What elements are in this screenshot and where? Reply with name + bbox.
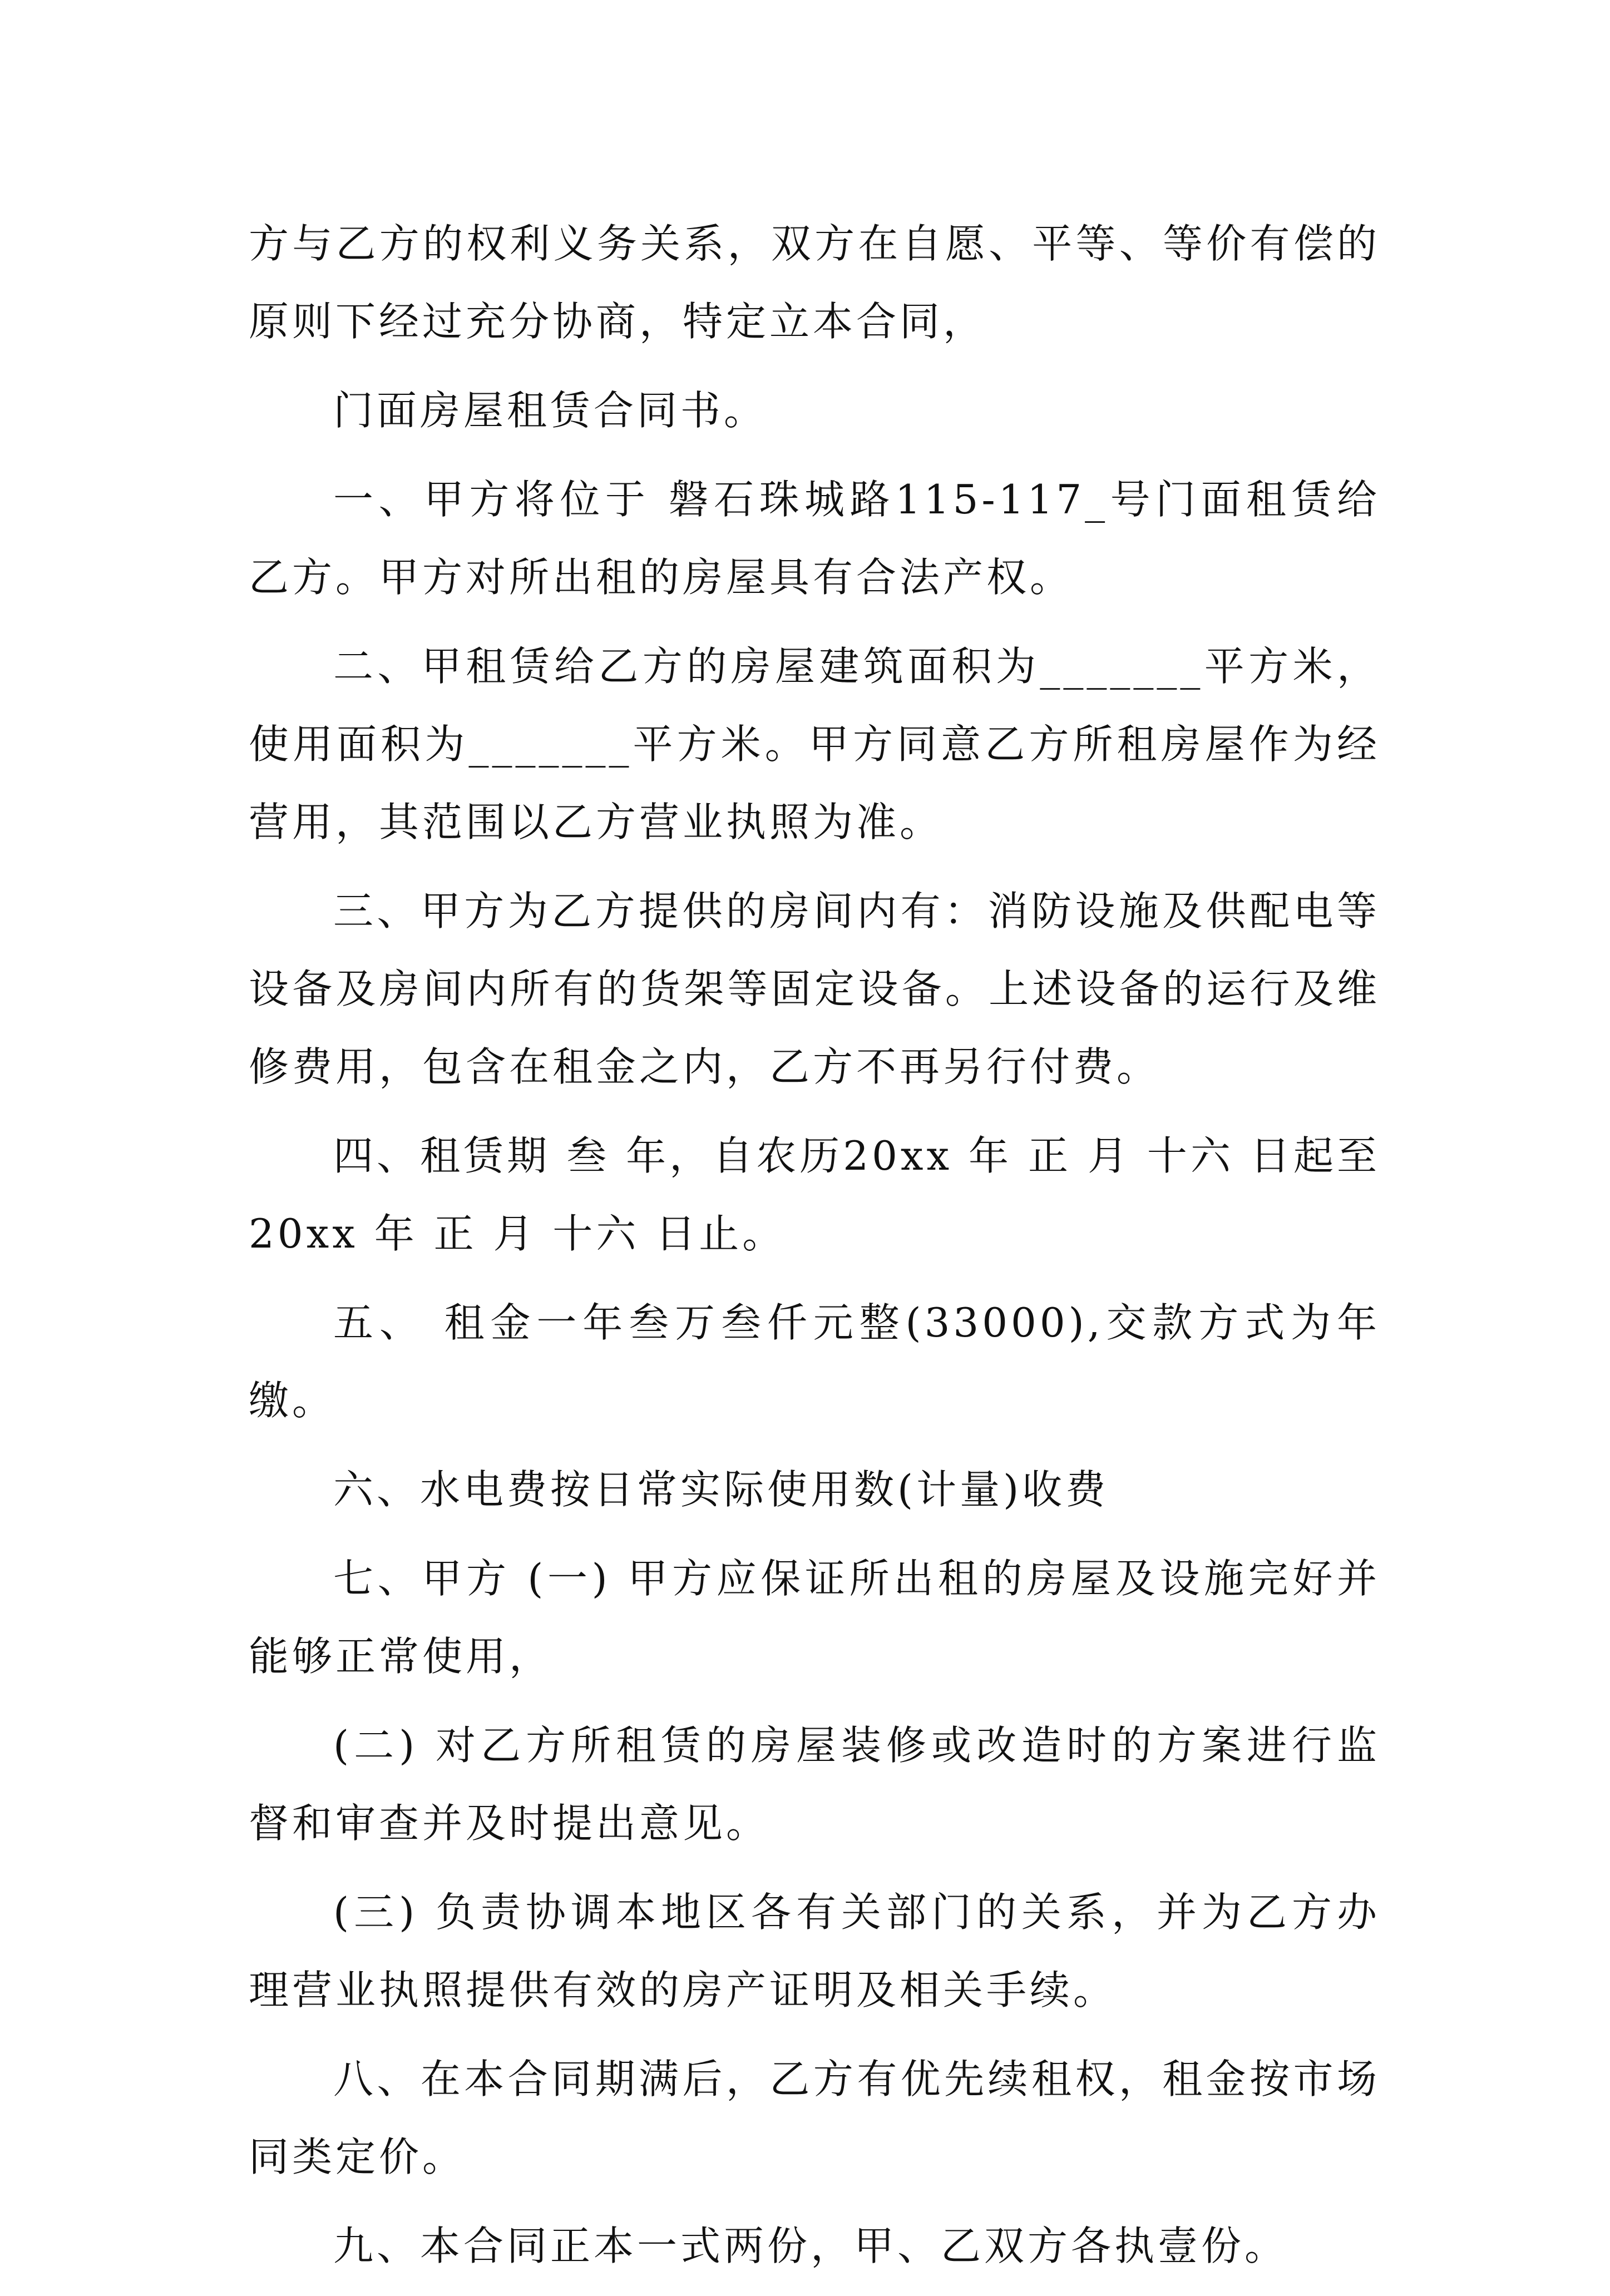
document-body xyxy=(249,205,1380,2296)
paragraph-clause-5: 五、 租金一年叁万叁仟元整(33000),交款方式为年缴。 xyxy=(249,1299,1380,1424)
paragraph-clause-2: 二、甲租赁给乙方的房屋建筑面积为_______平方米，使用面积为_______平方米。甲方同意乙方所租房屋作为经营用，其范围以乙方营业执照为准。 xyxy=(249,643,1380,845)
paragraph-clause-4: 四、租赁期 叁 年，自农历20xx 年 正 月 十六 日起至 20xx 年 正 月 十六 日止。 xyxy=(249,1132,1380,1257)
paragraph-clause-7-2: (二) 对乙方所租赁的房屋装修或改造时的方案进行监督和审查并及时提出意见。 xyxy=(249,1722,1380,1847)
paragraph-clause-8: 八、在本合同期满后，乙方有优先续租权，租金按市场同类定价。 xyxy=(249,2056,1380,2180)
paragraph-clause-1: 一、甲方将位于 磐石珠城路115-117_号门面租赁给乙方。甲方对所出租的房屋具有合法产权。 xyxy=(249,476,1380,601)
paragraph-intro-continuation: 方与乙方的权利义务关系，双方在自愿、平等、等价有偿的原则下经过充分协商，特定立本合同， xyxy=(249,220,1380,345)
paragraph-clause-7: 七、甲方 (一) 甲方应保证所出租的房屋及设施完好并能够正常使用， xyxy=(249,1555,1380,1680)
paragraph-title: 门面房屋租赁合同书。 xyxy=(333,387,768,434)
paragraph-clause-3: 三、甲方为乙方提供的房间内有：消防设施及供配电等设备及房间内所有的货架等固定设备。上述设备的运行及维修费用，包含在租金之内，乙方不再另行付费。 xyxy=(249,888,1380,1090)
paragraph-clause-6: 六、水电费按日常实际使用数(计量)收费 xyxy=(333,1466,1109,1513)
paragraph-clause-7-3: (三) 负责协调本地区各有关部门的关系，并为乙方办理营业执照提供有效的房产证明及相关手续。 xyxy=(249,1889,1380,2013)
paragraph-clause-9: 九、本合同正本一式两份，甲、乙双方各执壹份。 xyxy=(333,2223,1288,2269)
